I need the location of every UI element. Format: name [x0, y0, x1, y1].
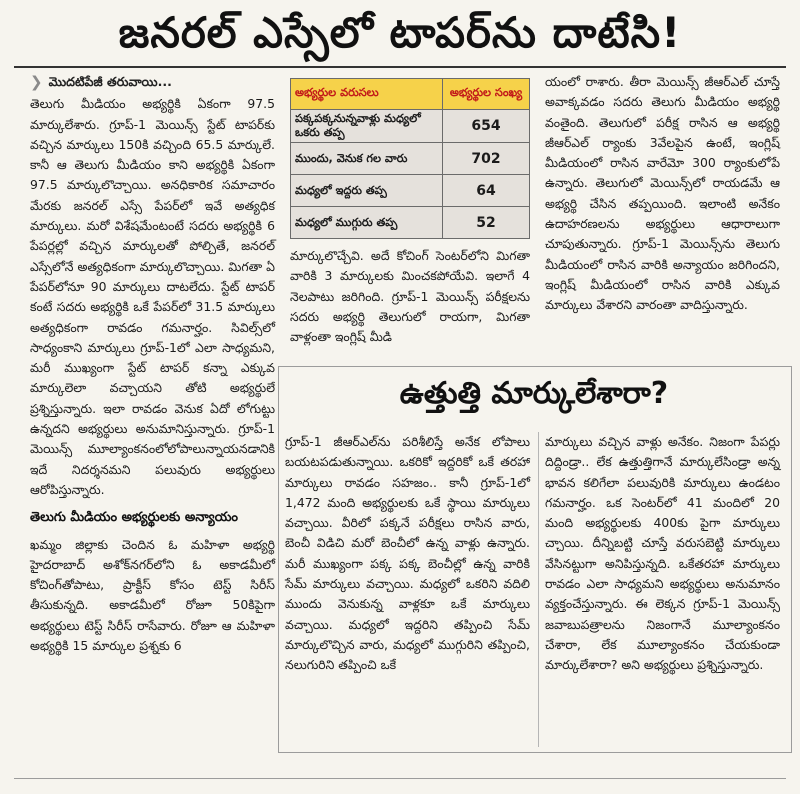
- table-row: [291, 207, 530, 239]
- sidebar-paragraph-1: తెలుగు మీడియం అభ్యర్థికి ఏకంగా 97.5 మార్కులేశారు. గ్రూప్-1 మెయిన్స్ స్టేట్ టాపర్‌కు వచ్చిన మార్కులు 150కి వచ్చింది 65.5 మార్కులే. కానీ ఆ తెలుగు మీడియం కాని అభ్యర్థికి ఏకంగా 97.5 మార్కులొచ్చాయి. అనధికారిక సమాచారం మేరకు జనరల్ ఎస్సే పేపర్‌లో ఇవే అత్యధిక మార్కులు. మరో విశేషమేంటంటే సదరు అభ్యర్థికి 6 పేపర్లల్లో వచ్చిన మార్కులతో పోల్చితే, జనరల్ ఎస్సేలోనే అత్యధికంగా మార్కులొచ్చాయి. మిగతా ఏ పేపర్‌లోనూ 90 మార్కులు దాటలేదు. స్టేట్ టాపర్ కంటే సదరు అభ్యర్థికి ఒకే పేపర్‌లో 31.5 మార్కులు అత్యధికంగా రావడం గమనార్హం. సివిల్స్‌లో సాధ్యంకాని మార్కులు గ్రూప్-1లో ఎలా సాధ్యమని, మరీ ముఖ్యంగా స్టేట్ టాపర్ కన్నా ఎక్కువ మార్కులెలా వచ్చాయని తోటి అభ్యర్థులే ప్రశ్నిస్తున్నారు. ఇలా రావడం వెనుక ఏదో లోగుట్టు ఉన్నదని అభ్యర్థులు అనుమానిస్తున్నారు. గ్రూప్-1 మెయిన్స్ మూల్యాంకనంలోలోపాలున్నాయనడానికి ఇదే నిదర్శనమని పలువురు అభ్యర్థులు ఆరోపిస్తున్నారు.: [30, 96, 275, 497]
- sidebar-column: [30, 72, 275, 656]
- table-cell-count: 654: [443, 110, 530, 143]
- table-cell-label: మధ్యలో ఇద్దరు తప్ప: [291, 175, 443, 207]
- inset-left-column: [285, 432, 530, 676]
- candidate-rows-table: [290, 78, 530, 239]
- headline-rule: [14, 66, 786, 68]
- table-cell-count: 64: [443, 175, 530, 207]
- table-cell-label: ముందు, వెనుక గల వారు: [291, 143, 443, 175]
- table-cell-label: పక్కపక్కనున్నవాళ్లు మధ్యలో ఒకరు తప్ప: [291, 110, 443, 143]
- table-header-count: అభ్యర్థుల సంఖ్య: [443, 79, 530, 110]
- sidebar-subheading: తెలుగు మీడియం అభ్యర్థులకు అన్యాయం: [30, 510, 239, 526]
- middle-paragraph: మార్కులొచ్చేవి. అదే కోచింగ్ సెంటర్‌లోని మిగతా వారికి 3 మార్కులకు మించకపోయేవి. ఇలాగే 4 నెలపాటు జరిగింది. గ్రూప్-1 మెయిన్స్ పరీక్షలను సదరు అభ్యర్థి తెలుగులో రాయగా, మిగతా వాళ్లంతా ఇంగ్లిష్ మీడి: [290, 248, 530, 345]
- table-cell-label: మధ్యలో ముగ్గురు తప్ప: [291, 207, 443, 239]
- table-row: [291, 175, 530, 207]
- table-header-row: [291, 79, 530, 110]
- table-header-rows: అభ్యర్థుల వరుసలు: [291, 79, 443, 110]
- inset-right-column: [545, 432, 780, 676]
- table-cell-count: 52: [443, 207, 530, 239]
- middle-column: [290, 246, 530, 347]
- chevron-right-icon: ❯: [30, 73, 43, 91]
- headline: జనరల్ ఎస్సేలో టాపర్‌ను దాటేసి!: [118, 8, 682, 57]
- inset-subheading: ఉత్తుత్తి మార్కులేశారా?: [399, 376, 669, 411]
- inset-right-paragraph: మార్కులు వచ్చిన వాళ్లు అనేకం. నిజంగా పేపర్లు దిద్దిండ్రా.. లేక ఉత్తుత్తిగానే మార్కులేసిండ్రా అన్న భావన కలిగేలా పలువురికి మార్కులు ఉండటం గమనార్హం. ఒక సెంటర్‌లో 41 మందిలో 20 మంది అభ్యర్థులకు 400కు పైగా మార్కులు చ్చాయి. దీన్నిబట్టి చూస్తే వరుసబెట్టి మార్కులు వేసినట్టుగా అనిపిస్తున్నది. ఒకేతరహా మార్కులు రావడం ఎలా సాధ్యమని అభ్యర్థులు అనుమానం వ్యక్తంచేస్తున్నారు. ఈ లెక్కన గ్రూప్-1 మెయిన్స్ జవాబుపత్రాలను నిజంగానే మూల్యాంకనం చేశారా, లేక మూల్యాంకనం చేయకుండా మార్కులేశారా? అని అభ్యర్థులు ప్రశ్నిస్తున్నారు.: [545, 434, 780, 673]
- column-divider: [538, 432, 539, 747]
- table-row: [291, 110, 530, 143]
- right-column: [545, 72, 780, 316]
- right-paragraph: యంలో రాశారు. తీరా మెయిన్స్ జీఆర్‌ఎల్ చూస్తే అవాక్కవడం సదరు తెలుగు మీడియం అభ్యర్థి వంతైంది. తెలుగులో పరీక్ష రాసిన ఆ అభ్యర్థి జీఆర్‌ఎల్ ర్యాంకు 3వేలపైన ఉంటే, ఇంగ్లిష్ మీడియంలో రాసిన వారేమో 300 ర్యాంకులోపే ఉన్నారు. తెలుగులో మెయిన్స్‌లో రాయడమే ఆ అభ్యర్థి చేసిన తప్పయింది. ఇలాంటి అనేకం ఉదాహరణలను అభ్యర్థులు ఆధారాలుగా చూపుతున్నారు. గ్రూప్-1 మెయిన్స్‌ను తెలుగు మీడియంలో రాసిన వారికి అన్యాయం జరిగిందని, ఇంగ్లిష్ మీడియంలో రాసిన వారికి ఎక్కువ మార్కులు వేశారని వారంతా వాదిస్తున్నారు.: [545, 74, 780, 313]
- table-cell-count: 702: [443, 143, 530, 175]
- bottom-rule: [14, 778, 786, 779]
- continuation-kicker: [30, 72, 275, 92]
- table-row: [291, 143, 530, 175]
- kicker-text: మొదటిపేజీ తరువాయి...: [48, 74, 172, 89]
- inset-left-paragraph: గ్రూప్-1 జీఆర్‌ఎల్‌ను పరిశీలిస్తే అనేక లోపాలు బయటపడుతున్నాయి. ఒకరికో ఇద్దరికో ఒకే తరహా మార్కులు రావడం సహజం.. కానీ గ్రూప్-1లో 1,472 మంది అభ్యర్థులకు ఒకే స్థాయి మార్కులు వచ్చాయి. వీరిలో పక్కనే పరీక్షలు రాసిన వారు, బెంచీ విడిచి మరో బెంచీలో ఉన్న వాళ్లు ఉన్నారు. మరీ ముఖ్యంగా పక్క పక్క బెంచీల్లో ఉన్న వారికి సేమ్ మార్కులు వచ్చాయి. మధ్యలో ఒకరిని వదిలి ముందు వెనుకున్న వాళ్లకూ ఒకే మార్కులు వచ్చాయి. మధ్యలో ఇద్దరిని తప్పించి సేమ్ మార్కులొచ్చిన వారు, మధ్యలో ముగ్గురిని తప్పించి, నలుగురిని తప్పించి ఒకే: [285, 434, 530, 673]
- sidebar-paragraph-2: ఖమ్మం జిల్లాకు చెందిన ఓ మహిళా అభ్యర్థి హైదరాబాద్ అశోక్‌నగర్‌లోని ఓ అకాడమీలో కోచింగ్‌తోపాటు, ప్రాక్టీస్ కోసం టెస్ట్ సిరీస్ తీసుకున్నది. అకాడమీలో రోజూ 50కిపైగా అభ్యర్థులు టెస్ట్ సిరీస్ రాసేవారు. రోజూ ఆ మహిళా అభ్యర్థికి 15 మార్కుల ప్రశ్నకు 6: [30, 536, 275, 654]
